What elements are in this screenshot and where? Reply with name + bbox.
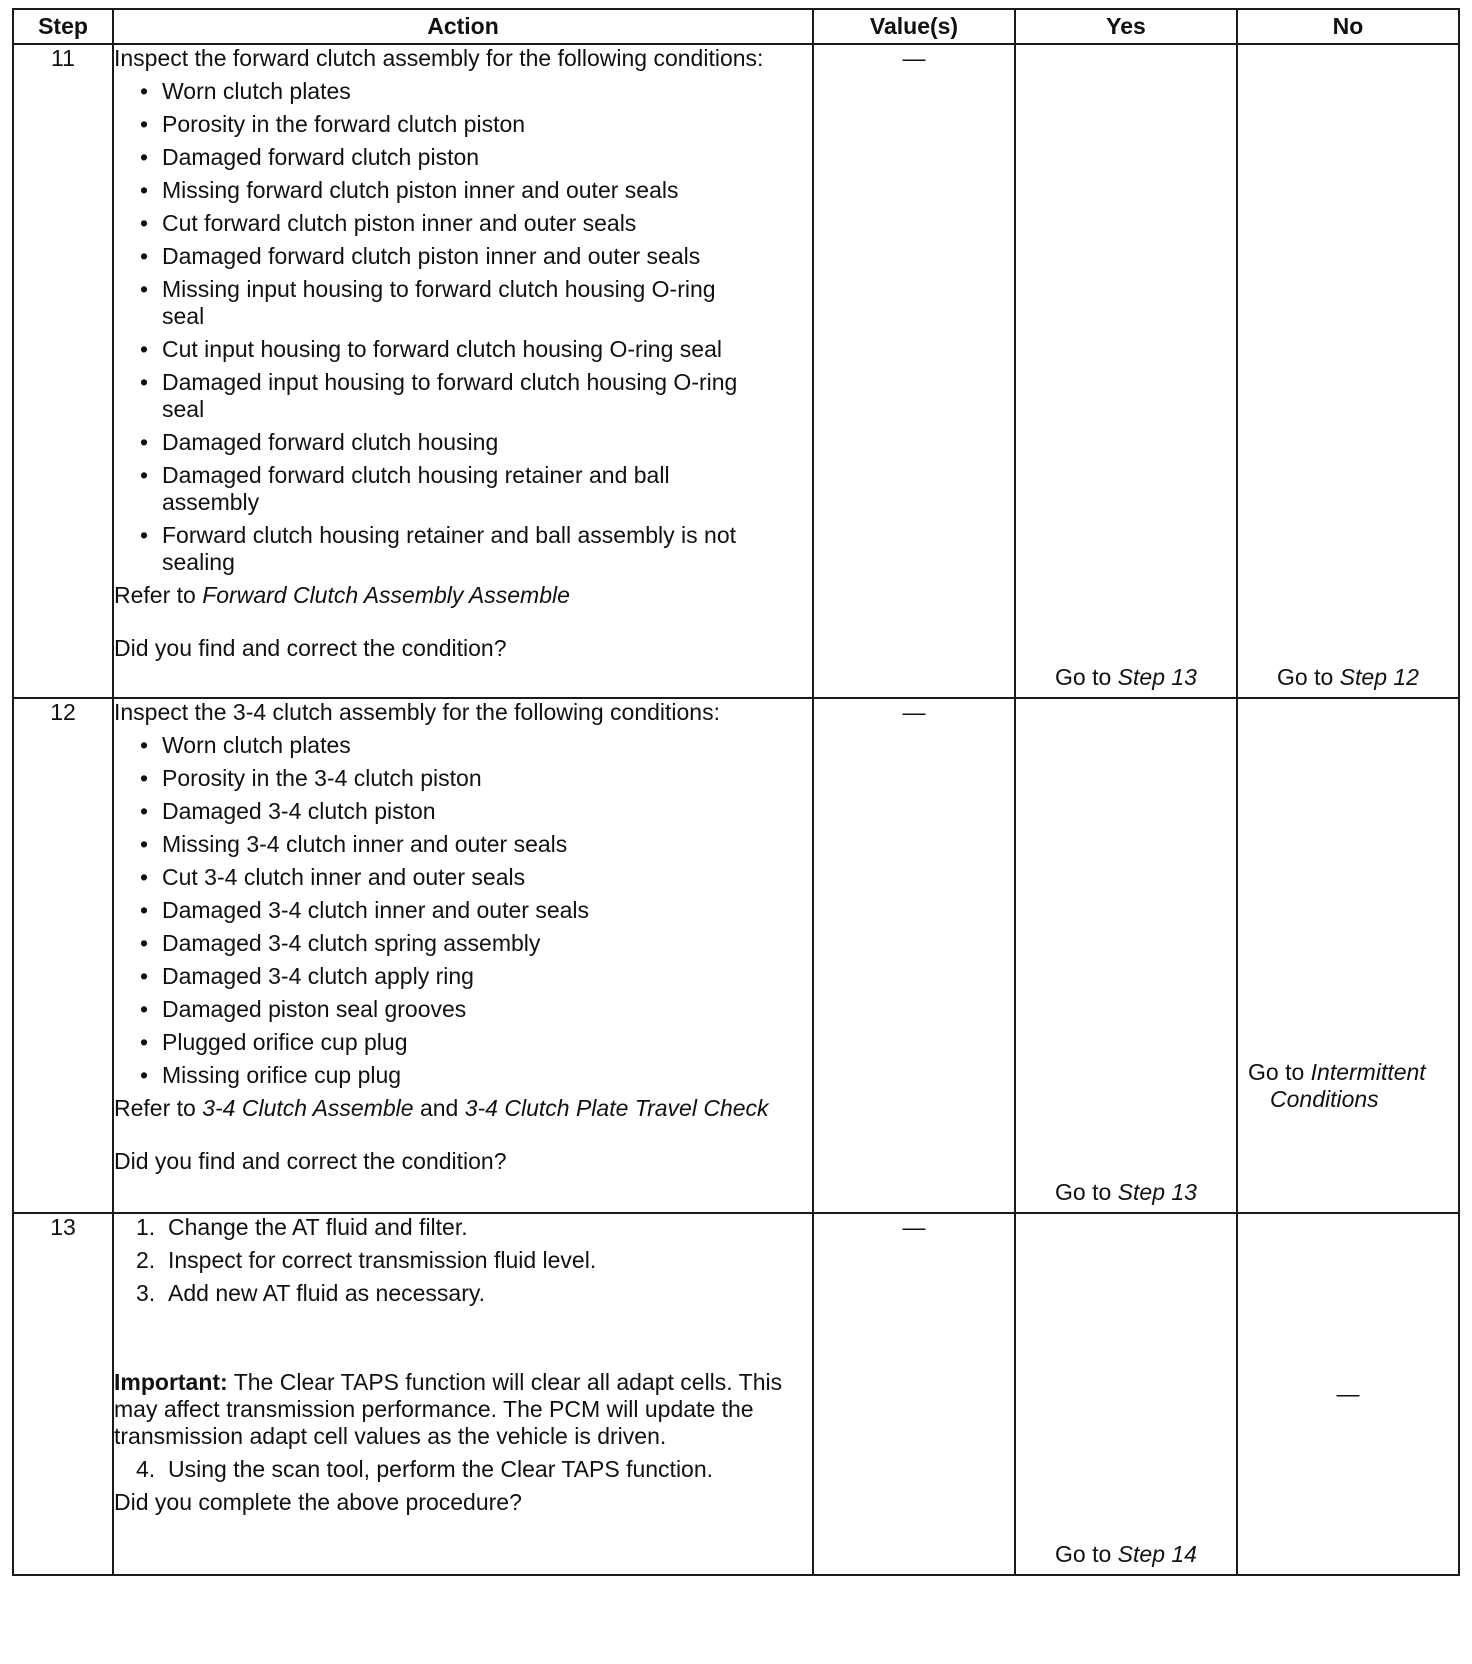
list-item: • Damaged forward clutch housing: [140, 429, 499, 455]
yes-goto: Go to Step 13: [1055, 1179, 1197, 1205]
yes-cell: [1015, 44, 1237, 698]
header-row: [13, 9, 1459, 44]
important-text: The Clear TAPS function will clear all adapt cells. This may affect transmission performance. The PCM will update the transmission adapt cell values as the vehicle is driven.: [114, 1369, 783, 1449]
action-intro: Inspect the 3-4 clutch assembly for the following conditions:: [114, 699, 720, 725]
important-label: Important:: [114, 1369, 228, 1395]
intermittent-conditions-link-line2[interactable]: Conditions: [1270, 1086, 1379, 1112]
header-values: Value(s): [813, 9, 1015, 44]
procedure-link[interactable]: 3-4 Clutch Assemble: [202, 1095, 414, 1121]
list-item: 4. Using the scan tool, perform the Clear TAPS function.: [136, 1456, 714, 1482]
no-cell: [1237, 44, 1459, 698]
value-cell: —: [813, 44, 1015, 698]
list-item: • Damaged 3-4 clutch apply ring: [140, 963, 474, 989]
list-item: • Damaged input housing to forward clutch housing O-ring seal: [140, 369, 738, 422]
important-note: [114, 1369, 812, 1450]
refer-line: Refer to 3-4 Clutch Assemble and 3-4 Clutch Plate Travel Check: [114, 1095, 769, 1121]
list-item: • Worn clutch plates: [140, 732, 351, 758]
table-row-step-13: [13, 1213, 1459, 1575]
no-goto: Go to Step 12: [1277, 664, 1419, 690]
no-goto: Go to Intermittent Conditions: [1248, 1059, 1426, 1112]
step-number: 12: [13, 698, 113, 1213]
table-row-step-12: [13, 698, 1459, 1213]
table-row-step-11: [13, 44, 1459, 698]
list-item: • Cut forward clutch piston inner and outer seals: [140, 210, 637, 236]
diagnostic-table: [12, 8, 1460, 1576]
yes-cell: [1015, 1213, 1237, 1575]
step-link[interactable]: Step 13: [1117, 664, 1197, 690]
list-item: • Damaged 3-4 clutch piston: [140, 798, 436, 824]
list-item: • Damaged 3-4 clutch inner and outer seals: [140, 897, 590, 923]
condition-list: [114, 732, 812, 1089]
list-item: • Damaged piston seal grooves: [140, 996, 467, 1022]
list-item: 3. Add new AT fluid as necessary.: [136, 1280, 486, 1306]
no-value: —: [1336, 1380, 1360, 1407]
value-cell: —: [813, 1213, 1015, 1575]
list-item: 2. Inspect for correct transmission fluid level.: [136, 1247, 597, 1273]
list-item: • Porosity in the 3-4 clutch piston: [140, 765, 482, 791]
action-cell: [113, 698, 813, 1213]
question: Did you complete the above procedure?: [114, 1489, 522, 1515]
action-cell: [113, 44, 813, 698]
procedure-steps: [114, 1214, 812, 1307]
yes-goto: Go to Step 14: [1055, 1541, 1197, 1567]
list-item: • Cut input housing to forward clutch housing O-ring seal: [140, 336, 722, 362]
action-cell: [113, 1213, 813, 1575]
step-link[interactable]: Step 13: [1117, 1179, 1197, 1205]
step-number: 11: [13, 44, 113, 698]
list-item: • Missing orifice cup plug: [140, 1062, 402, 1088]
list-item: • Forward clutch housing retainer and ball assembly is not sealing: [140, 522, 737, 575]
refer-line: Refer to Forward Clutch Assembly Assemble: [114, 582, 570, 608]
no-cell: [1237, 698, 1459, 1213]
step-number: 13: [13, 1213, 113, 1575]
procedure-link[interactable]: Forward Clutch Assembly Assemble: [202, 582, 570, 608]
list-item: • Missing 3-4 clutch inner and outer seals: [140, 831, 568, 857]
condition-list: [114, 78, 812, 576]
list-item: • Porosity in the forward clutch piston: [140, 111, 526, 137]
header-action: Action: [113, 9, 813, 44]
procedure-link[interactable]: 3-4 Clutch Plate Travel Check: [464, 1095, 769, 1121]
list-item: • Missing forward clutch piston inner and outer seals: [140, 177, 679, 203]
value-cell: —: [813, 698, 1015, 1213]
list-item: • Damaged forward clutch piston inner and outer seals: [140, 243, 701, 269]
list-item: • Damaged forward clutch housing retainer and ball assembly: [140, 462, 670, 515]
question: Did you find and correct the condition?: [114, 1148, 507, 1174]
list-item: • Worn clutch plates: [140, 78, 351, 104]
list-item: 1. Change the AT fluid and filter.: [136, 1214, 468, 1240]
list-item: • Damaged 3-4 clutch spring assembly: [140, 930, 541, 956]
yes-cell: [1015, 698, 1237, 1213]
header-step: Step: [13, 9, 113, 44]
header-yes: Yes: [1015, 9, 1237, 44]
step-link[interactable]: Step 14: [1117, 1541, 1197, 1567]
header-no: No: [1237, 9, 1459, 44]
list-item: • Cut 3-4 clutch inner and outer seals: [140, 864, 526, 890]
list-item: • Plugged orifice cup plug: [140, 1029, 408, 1055]
procedure-steps-continued: [114, 1456, 812, 1483]
list-item: • Missing input housing to forward clutch housing O-ring seal: [140, 276, 716, 329]
intermittent-conditions-link[interactable]: Intermittent: [1310, 1059, 1426, 1085]
question: Did you find and correct the condition?: [114, 635, 507, 661]
action-intro: Inspect the forward clutch assembly for the following conditions:: [114, 45, 764, 71]
yes-goto: Go to Step 13: [1055, 664, 1197, 690]
list-item: • Damaged forward clutch piston: [140, 144, 480, 170]
step-link[interactable]: Step 12: [1339, 664, 1419, 690]
no-cell: [1237, 1213, 1459, 1575]
